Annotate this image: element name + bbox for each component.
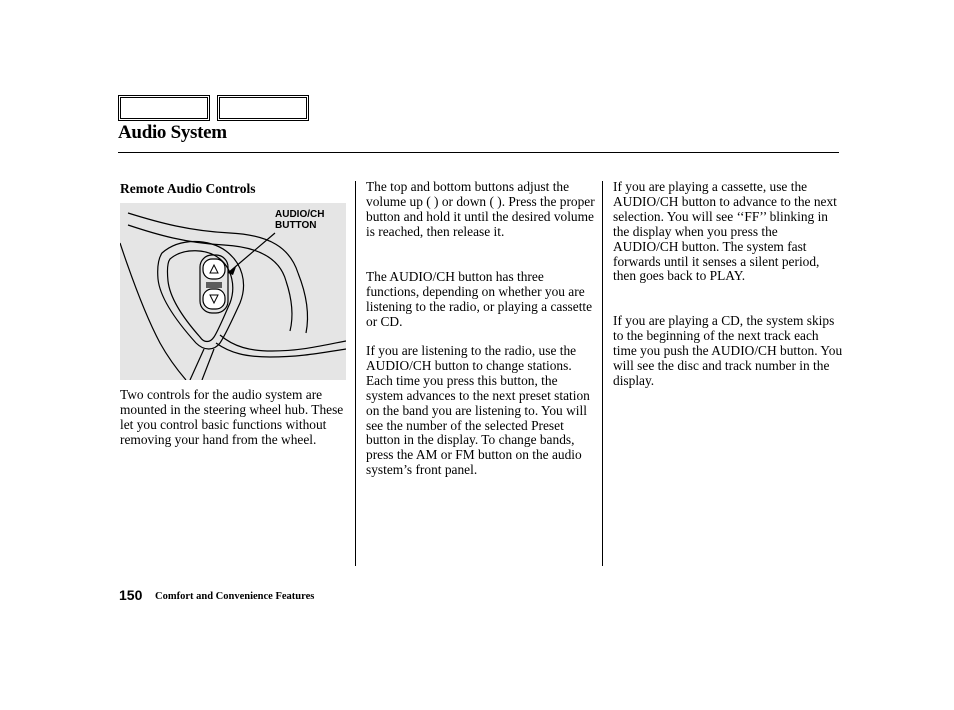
title-divider [118, 152, 839, 153]
section-heading: Remote Audio Controls [120, 181, 256, 196]
page-title: Audio System [118, 122, 227, 143]
nav-tab-button-1[interactable] [118, 95, 210, 121]
callout-line-2: BUTTON [275, 220, 317, 231]
section-footer: Comfort and Convenience Features [155, 591, 315, 602]
nav-tab-button-2[interactable] [217, 95, 309, 121]
cassette-paragraph: If you are playing a cassette, use the AUDIO/CH button to advance to the next selection. You will see ‘‘FF’’ blinking in the display when you press the AUDIO/CH button. The system fast forwards until it senses a silent period, then goes back to PLAY. [613, 179, 837, 284]
intro-paragraph: Two controls for the audio system are mounted in the steering wheel hub. These let you control basic functions without removing your hand from the wheel. [120, 387, 344, 447]
radio-paragraph: If you are listening to the radio, use the AUDIO/CH button to change stations. Each time you press this button, the system advances to the next preset station on the band you are listening to. You will see the number of the selected Preset button in the display. To change bands, press the AM or FM button on the audio system’s front panel. [366, 343, 590, 478]
page-number: 150 [119, 587, 143, 603]
volume-paragraph: The top and bottom buttons adjust the volume up ( ) or down ( ). Press the proper button and hold it until the desired volume is reached, then release it. [366, 179, 595, 239]
audio-ch-button-callout [275, 209, 345, 231]
callout-line-1: AUDIO/CH [275, 209, 325, 220]
audio-ch-functions-paragraph: The AUDIO/CH button has three functions, depending on whether you are listening to the radio, or playing a cassette or CD. [366, 269, 593, 329]
column-divider-2 [602, 181, 603, 566]
cd-paragraph: If you are playing a CD, the system skips to the beginning of the next track each time you push the AUDIO/CH button. You will see the disc and track number in the display. [613, 313, 843, 388]
column-divider-1 [355, 181, 356, 566]
